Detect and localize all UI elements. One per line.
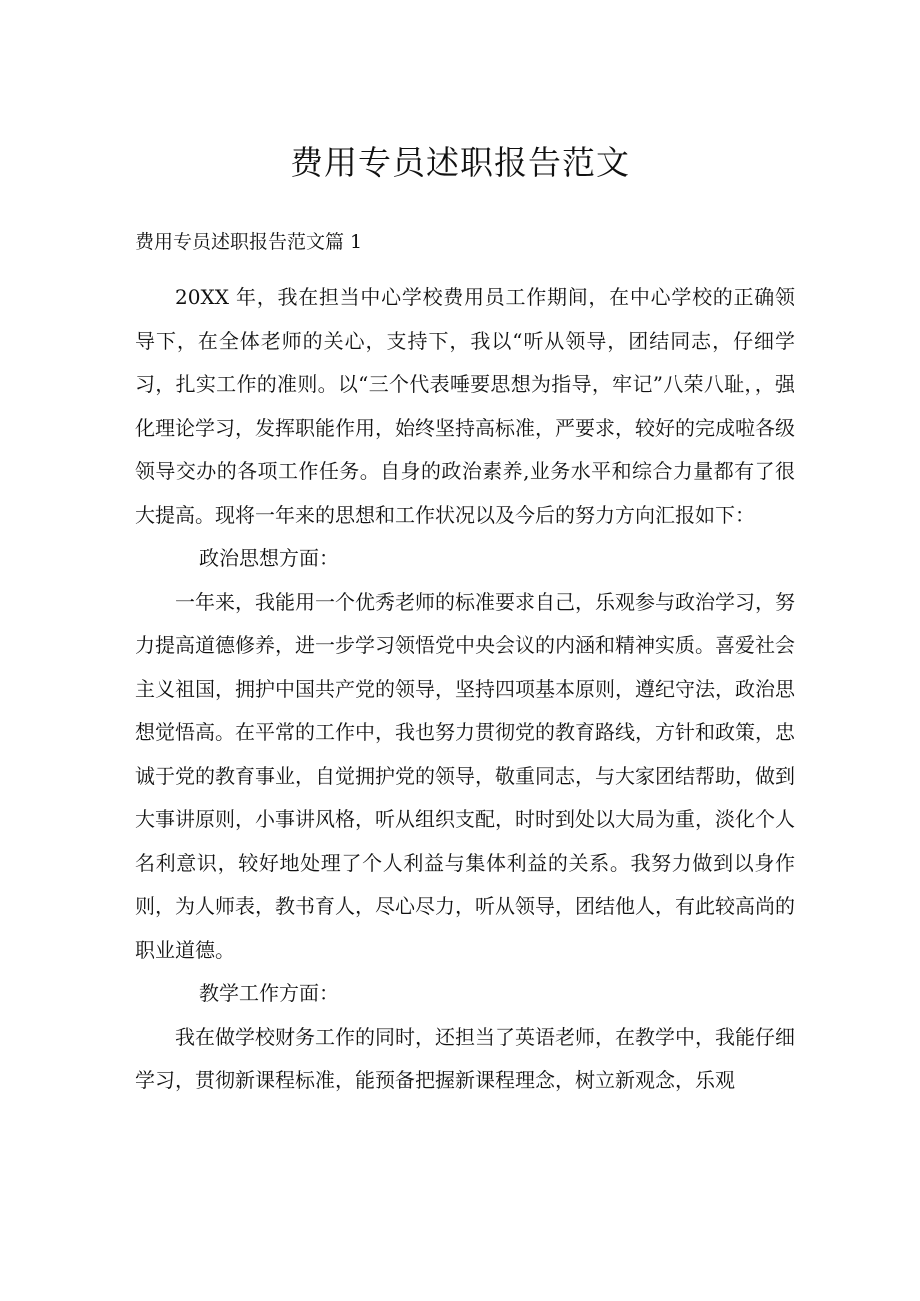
section-heading-teaching: 教学工作方面： bbox=[199, 981, 339, 1005]
document-body bbox=[135, 276, 795, 1103]
section-heading-politics: 政治思想方面： bbox=[199, 546, 339, 570]
paragraph-intro: 20XX 年，我在担当中心学校费用员工作期间，在中心学校的正确领导下，在全体老师的关心，支持下，我以“听从领导，团结同志，仔细学习，扎实工作的准则。以“三个代表唾要思想为指导，牢记”八荣八耻，，强化理论学习，发挥职能作用，始终坚持高标准，严要求，较好的完成啦各级领导交办的各项工作任务。自身的政治素养,业务水平和综合力量都有了很大提高。现将一年来的思想和工作状况以及今后的努力方向汇报如下： bbox=[135, 285, 795, 527]
paragraph-teaching: 我在做学校财务工作的同时，还担当了英语老师，在教学中，我能仔细学习，贯彻新课程标准，能预备把握新课程理念，树立新观念，乐观 bbox=[135, 1024, 795, 1092]
paragraph-politics: 一年来，我能用一个优秀老师的标准要求自己，乐观参与政治学习，努力提高道德修养，进一步学习领悟党中央会议的内涵和精神实质。喜爱社会主义祖国，拥护中国共产党的领导，坚持四项基本原则，遵纪守法，政治思想觉悟高。在平常的工作中，我也努力贯彻党的教育路线，方针和政策，忠诚于党的教育事业，自觉拥护党的领导，敬重同志，与大家团结帮助，做到大事讲原则，小事讲风格，听从组织支配，时时到处以大局为重，淡化个人名利意识，较好地处理了个人利益与集体利益的关系。我努力做到以身作则，为人师表，教书育人，尽心尽力，听从领导，团结他人，有此较高尚的职业道德。 bbox=[135, 589, 795, 962]
section-subtitle: 费用专员述职报告范文篇 1 bbox=[135, 231, 363, 253]
document-title: 费用专员述职报告范文 bbox=[290, 143, 630, 182]
